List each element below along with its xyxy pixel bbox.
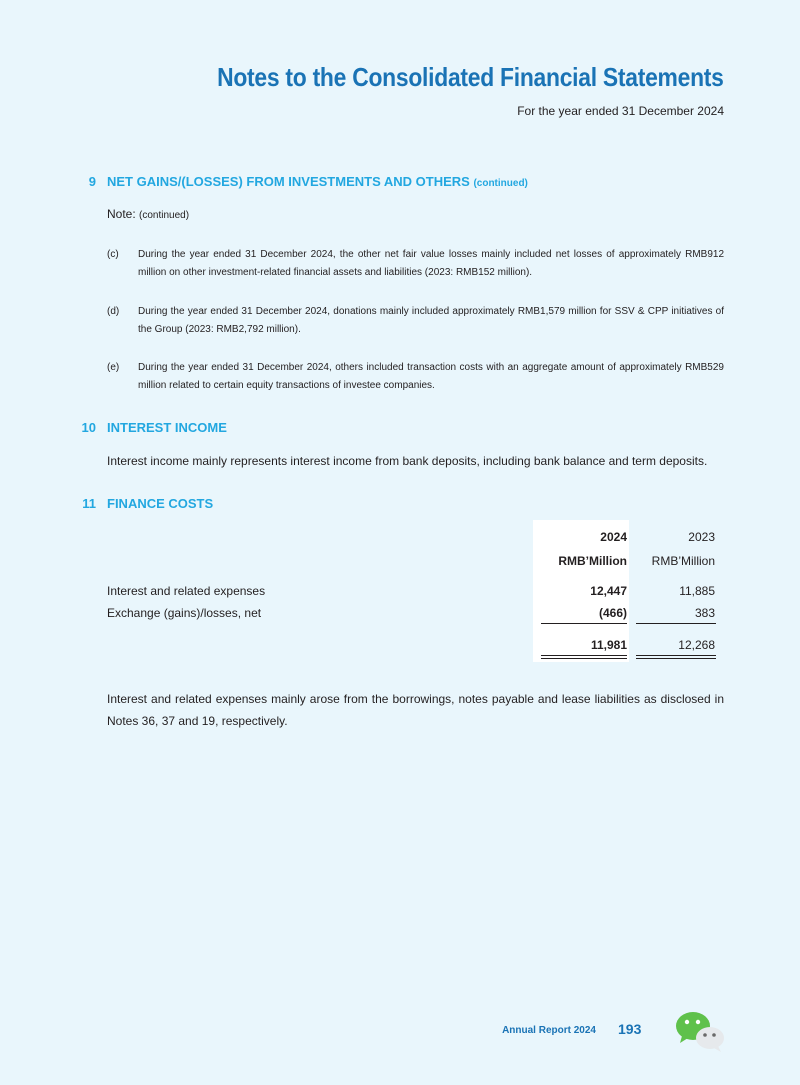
note-label	[107, 207, 189, 221]
subtotal-rule-2023	[636, 623, 716, 624]
section-11-number: 11	[82, 496, 96, 511]
note-item-text: During the year ended 31 December 2024, others included transaction costs with an aggregate amount of approximately RMB529 million related to certain equity transactions of investee companies.	[138, 362, 724, 391]
total-2023: 12,268	[678, 638, 715, 652]
note-item-tag: (d)	[107, 306, 120, 317]
note-item-d	[107, 303, 724, 339]
note-label-text: Note:	[107, 207, 136, 221]
total-double-rule-2024-top	[541, 655, 627, 656]
footer-report-title: Annual Report 2024	[502, 1025, 596, 1036]
table-cell-2024: 12,447	[590, 584, 627, 598]
section-10-number: 10	[81, 420, 96, 435]
col-unit-2024: RMB’Million	[558, 554, 627, 568]
note-item-tag: (e)	[107, 362, 120, 373]
section-11-title: FINANCE COSTS	[107, 496, 214, 511]
total-2024: 11,981	[590, 638, 627, 652]
section-9-title-text: NET GAINS/(LOSSES) FROM INVESTMENTS AND OTHERS	[107, 174, 470, 189]
note-item-text: During the year ended 31 December 2024, the other net fair value losses mainly included net losses of approximately RMB912 million on other investment-related financial assets and liabilities (2023: RMB152 million).	[138, 249, 724, 278]
total-double-rule-2023-top	[636, 655, 716, 656]
table-cell-2023: 383	[694, 606, 715, 620]
col-unit-2023: RMB’Million	[651, 554, 715, 568]
section-10-text: Interest income mainly represents interest income from bank deposits, including bank balance and term deposits.	[107, 454, 708, 468]
table-row-label: Interest and related expenses	[107, 584, 266, 598]
note-item-tag: (c)	[107, 249, 119, 260]
section-9-continued: (continued)	[473, 178, 528, 189]
total-double-rule-2024-bottom	[541, 658, 627, 659]
table-row-label: Exchange (gains)/losses, net	[107, 606, 262, 620]
col-header-2023: 2023	[688, 530, 715, 544]
page-title: Notes to the Consolidated Financial Statements	[217, 62, 724, 92]
section-9-title	[107, 174, 528, 189]
page-number: 193	[618, 1021, 642, 1037]
table-cell-2023: 11,885	[679, 584, 715, 598]
table-cell-2024: (466)	[598, 606, 627, 620]
note-item-c	[107, 246, 724, 282]
section-10-title: INTEREST INCOME	[107, 420, 227, 435]
note-continued: (continued)	[139, 210, 190, 221]
note-item-e	[107, 359, 724, 395]
section-9-number: 9	[88, 174, 96, 189]
section-11-text: Interest and related expenses mainly arose from the borrowings, notes payable and lease liabilities as disclosed in Notes 36, 37 and 19, respectively.	[107, 692, 724, 728]
wechat-logo-icon	[674, 1010, 726, 1052]
subtotal-rule-2024	[541, 623, 627, 624]
page-subtitle: For the year ended 31 December 2024	[517, 104, 724, 118]
note-item-text: During the year ended 31 December 2024, donations mainly included approximately RMB1,579 million for SSV & CPP initiatives of the Group (2023: RMB2,792 million).	[138, 306, 724, 335]
col-header-2024: 2024	[600, 530, 627, 544]
total-double-rule-2023-bottom	[636, 658, 716, 659]
